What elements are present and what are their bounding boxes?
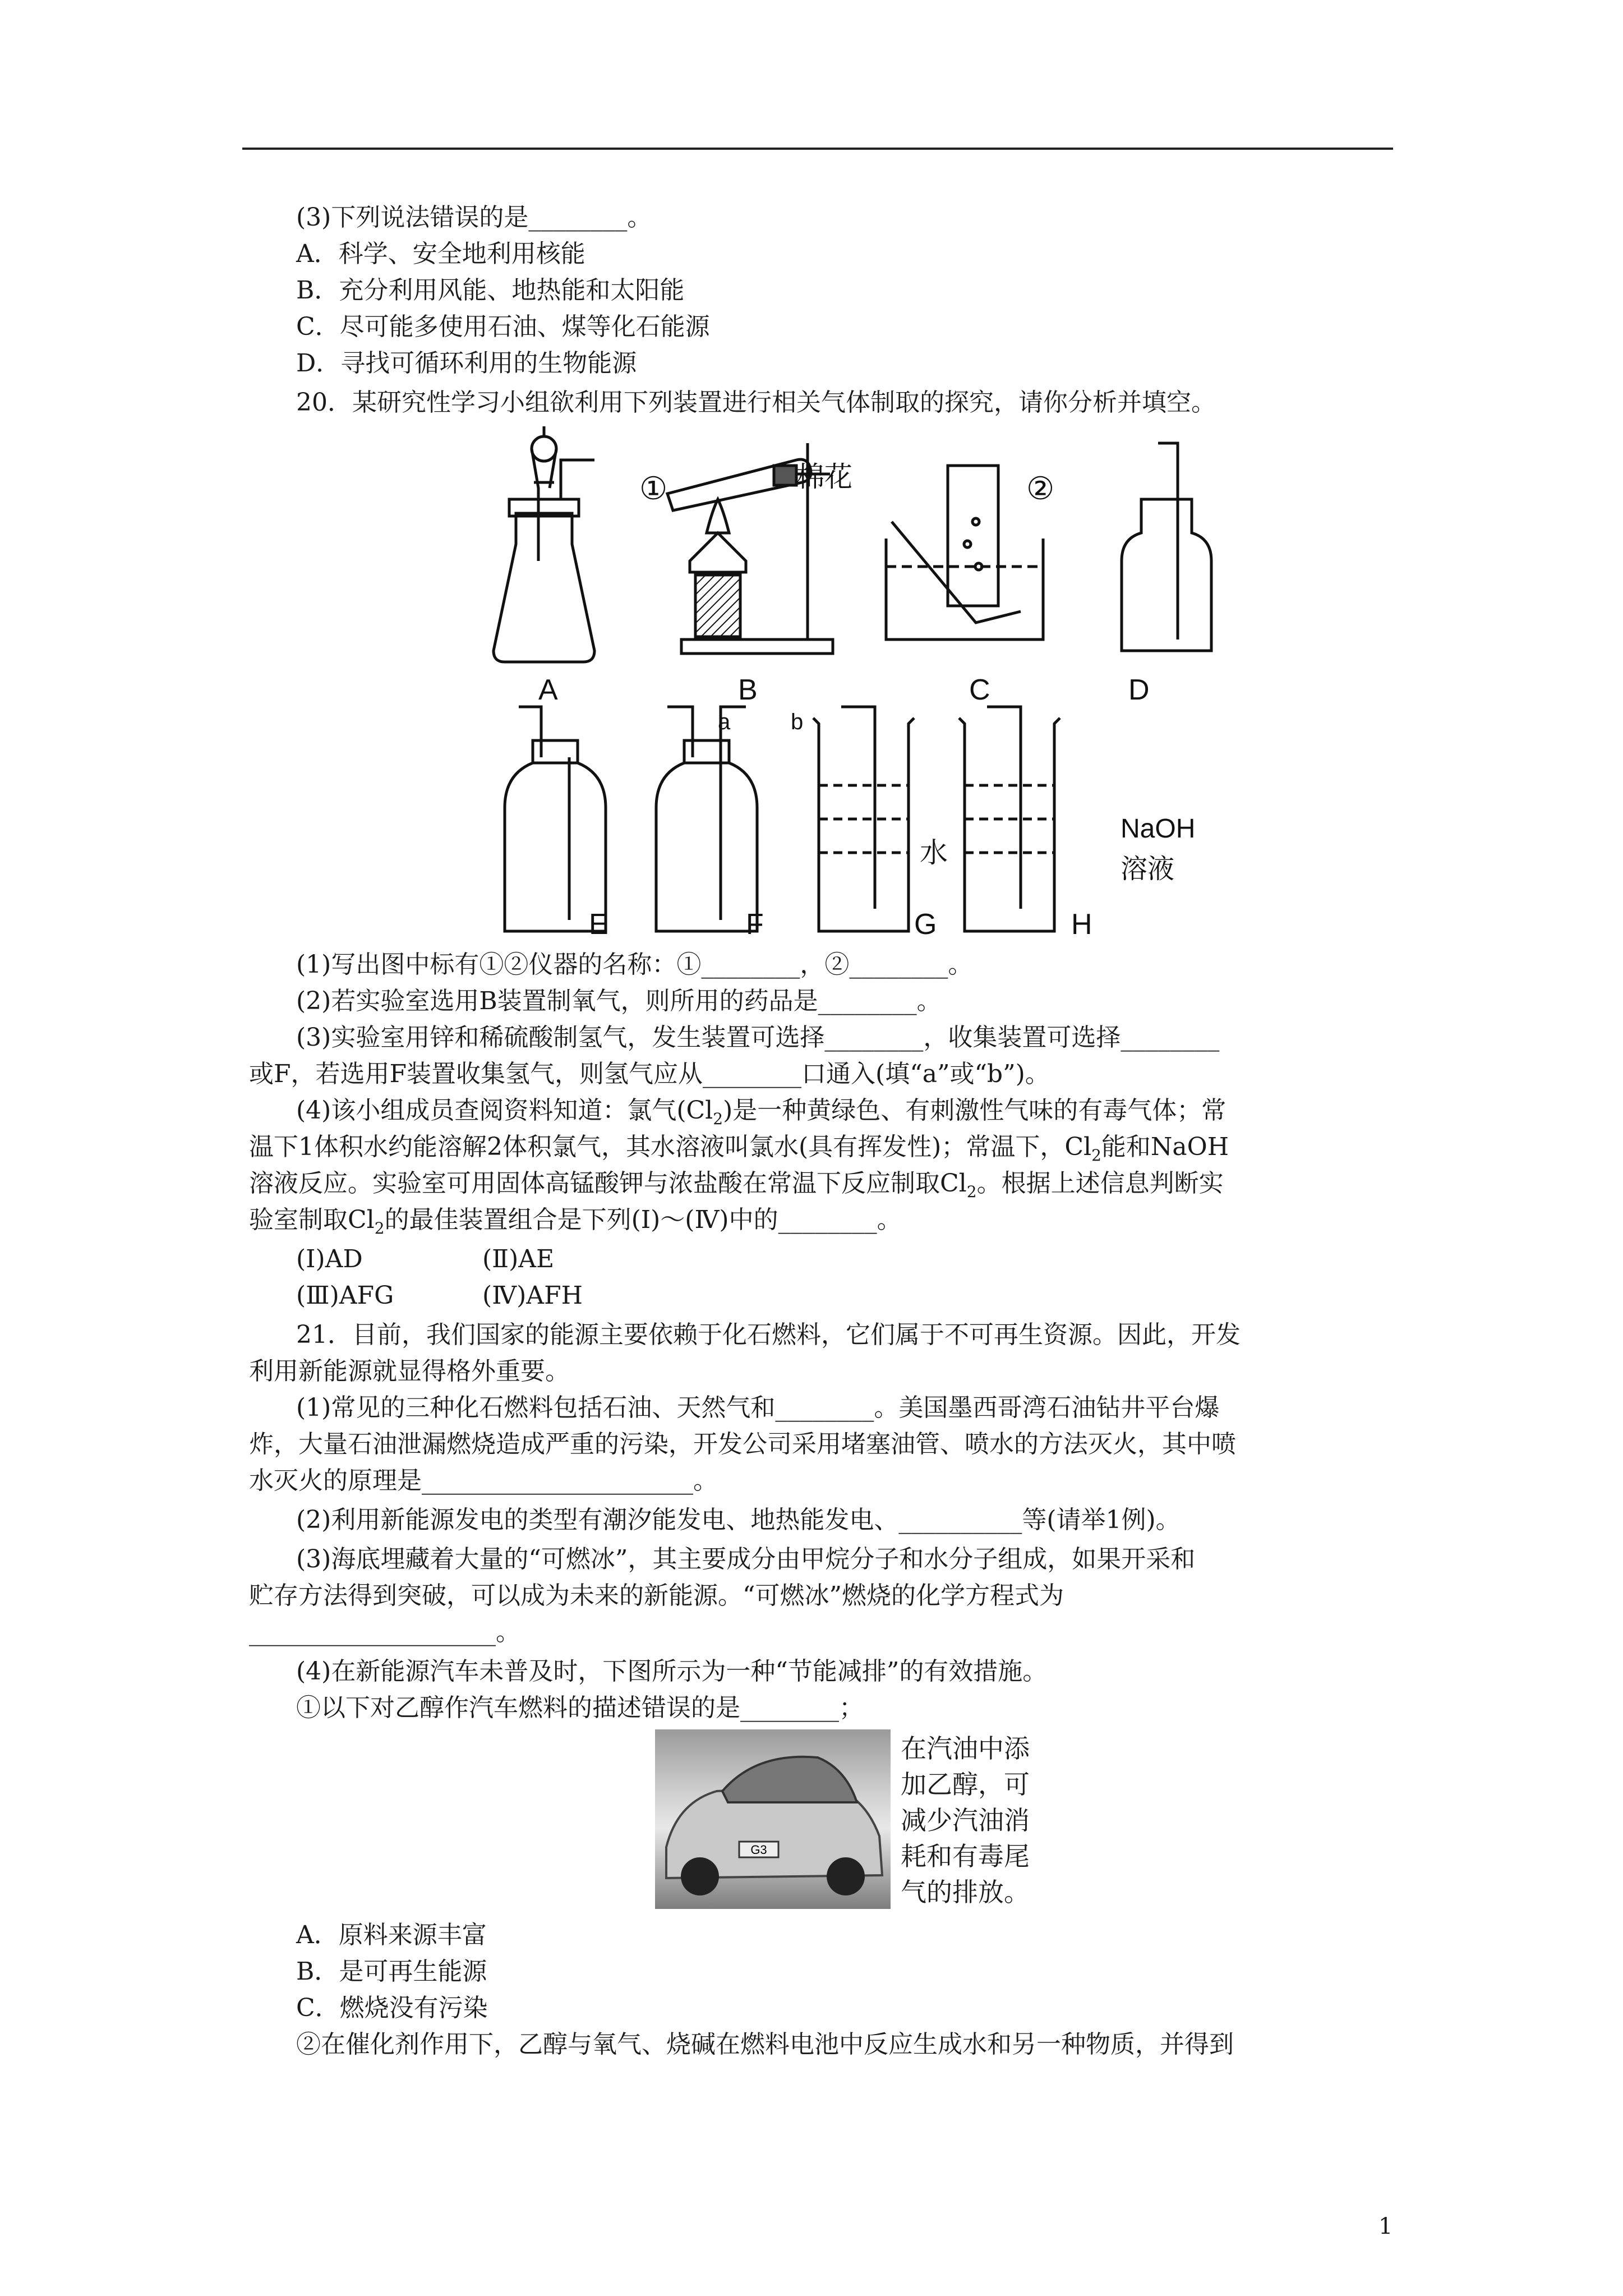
solution-label: 溶液 bbox=[1121, 854, 1175, 884]
apparatus-c-collection-icon bbox=[886, 466, 1043, 639]
apparatus-d-bottle-icon bbox=[1122, 443, 1211, 651]
q20-part2: (2)若实验室选用B装置制氧气，则所用的药品是________。 bbox=[296, 987, 942, 1015]
q21-part3-line2: 贮存方法得到突破，可以成为未来的新能源。“可燃冰”燃烧的化学方程式为 bbox=[249, 1581, 1064, 1610]
water-label: 水 bbox=[920, 837, 948, 868]
q19-option-b: B．充分利用风能、地热能和太阳能 bbox=[296, 276, 685, 305]
port-b-label: b bbox=[791, 710, 804, 734]
q21-part3-line3: ____________________。 bbox=[249, 1618, 520, 1646]
q20-part3-line2: 或F，若选用F装置收集氢气，则氢气应从________口通入(填“a”或“b”)。 bbox=[249, 1060, 1050, 1088]
q21-option-c: C．燃烧没有污染 bbox=[296, 1994, 488, 2022]
apparatus-f-bottle-icon bbox=[656, 707, 757, 931]
apparatus-figure bbox=[482, 426, 1223, 950]
q21-part4-q1: ①以下对乙醇作汽车燃料的描述错误的是________； bbox=[296, 1694, 864, 1722]
q21-stem-line2: 利用新能源就显得格外重要。 bbox=[249, 1357, 570, 1386]
apparatus-e-bottle-icon bbox=[505, 707, 606, 931]
car-icon bbox=[655, 1729, 891, 1909]
label-f: F bbox=[746, 908, 764, 941]
q20-part1: (1)写出图中标有①②仪器的名称：①________，②________。 bbox=[296, 950, 973, 979]
q21-part1-line1: (1)常见的三种化石燃料包括石油、天然气和________。美国墨西哥湾石油钻井平台爆 bbox=[296, 1393, 1220, 1422]
label-e: E bbox=[589, 908, 608, 941]
label-d: D bbox=[1128, 674, 1150, 706]
q19-option-a: A．科学、安全地利用核能 bbox=[296, 240, 585, 268]
car-caption-line4: 耗和有毒尾 bbox=[901, 1841, 1030, 1871]
q20-option-2: (Ⅱ)AE bbox=[482, 1245, 555, 1273]
label-c: C bbox=[969, 674, 990, 706]
naoh-label: NaOH bbox=[1121, 814, 1196, 844]
apparatus-g-beaker-icon bbox=[813, 707, 914, 931]
q21-stem-line1: 21．目前，我们国家的能源主要依赖于化石燃料，它们属于不可再生资源。因此，开发 bbox=[296, 1320, 1241, 1349]
car-photo bbox=[655, 1729, 891, 1909]
q19-part3: (3)下列说法错误的是________。 bbox=[296, 203, 652, 232]
q21-part1-line2: 炸，大量石油泄漏燃烧造成严重的污染，开发公司采用堵塞油管、喷水的方法灭火，其中喷 bbox=[249, 1430, 1236, 1458]
page-number: 1 bbox=[1378, 2214, 1393, 2239]
q21-part4-q2: ②在催化剂作用下，乙醇与氧气、烧碱在燃料电池中反应生成水和另一种物质，并得到 bbox=[296, 2030, 1234, 2059]
car-caption-line2: 加乙醇，可 bbox=[901, 1769, 1030, 1800]
car-caption-line5: 气的排放。 bbox=[901, 1877, 1030, 1907]
q21-part2: (2)利用新能源发电的类型有潮汐能发电、地热能发电、__________等(请举1例)。 bbox=[296, 1506, 1181, 1534]
apparatus-a-flask-icon bbox=[494, 426, 594, 662]
q20-part4-line3: 溶液反应。实验室可用固体高锰酸钾与浓盐酸在常温下反应制取$Cl_2$。根据上述信息判断实 bbox=[249, 1169, 1224, 1201]
port-a-label: a bbox=[718, 710, 731, 734]
q20-part4-line1: (4)该小组成员查阅资料知道：氯气$(Cl_2)$是一种黄绿色、有刺激性气味的有毒气体；常 bbox=[296, 1096, 1227, 1128]
q20-stem: 20．某研究性学习小组欲利用下列装置进行相关气体制取的探究，请你分析并填空。 bbox=[296, 388, 1216, 417]
label-h: H bbox=[1071, 908, 1092, 941]
q20-part4-line2: 温下1体积水约能溶解2体积氯气，其水溶液叫氯水(具有挥发性)；常温下，$Cl_2$能和NaOH bbox=[249, 1133, 1229, 1165]
q21-option-b: B．是可再生能源 bbox=[296, 1957, 487, 1986]
header-rule bbox=[242, 148, 1393, 150]
q20-part3-line1: (3)实验室用锌和稀硫酸制氢气，发生装置可选择________，收集装置可选择________ bbox=[296, 1023, 1220, 1052]
label-b: B bbox=[738, 674, 758, 706]
apparatus-drawing bbox=[482, 426, 1223, 948]
q20-option-1: (Ⅰ)AD bbox=[296, 1245, 363, 1273]
car-caption-line1: 在汽油中添 bbox=[901, 1733, 1030, 1764]
car-badge: G3 bbox=[750, 1843, 767, 1857]
car-caption-line3: 减少汽油消 bbox=[901, 1805, 1030, 1835]
q20-option-3: (Ⅲ)AFG bbox=[296, 1281, 394, 1310]
q20-part4-line4: 验室制取$Cl_2$的最佳装置组合是下列(Ⅰ)～(Ⅳ)中的________。 bbox=[249, 1205, 902, 1237]
mark-1: ① bbox=[639, 471, 668, 506]
label-a: A bbox=[538, 674, 558, 706]
q21-part4: (4)在新能源汽车未普及时，下图所示为一种“节能减排”的有效措施。 bbox=[296, 1657, 1048, 1686]
mark-2: ② bbox=[1026, 471, 1055, 506]
q19-option-c: C．尽可能多使用石油、煤等化石能源 bbox=[296, 312, 710, 341]
q19-option-d: D．寻找可循环利用的生物能源 bbox=[296, 349, 637, 378]
q21-option-a: A．原料来源丰富 bbox=[296, 1921, 487, 1949]
q20-option-4: (Ⅳ)AFH bbox=[482, 1281, 583, 1310]
q21-part1-line3: 水灭火的原理是______________________。 bbox=[249, 1466, 718, 1495]
apparatus-h-beaker-icon bbox=[959, 707, 1060, 931]
cotton-label: 棉花 bbox=[796, 461, 852, 493]
label-g: G bbox=[914, 908, 937, 941]
q21-part3-line1: (3)海底埋藏着大量的“可燃冰”，其主要成分由甲烷分子和水分子组成，如果开采和 bbox=[296, 1545, 1196, 1573]
